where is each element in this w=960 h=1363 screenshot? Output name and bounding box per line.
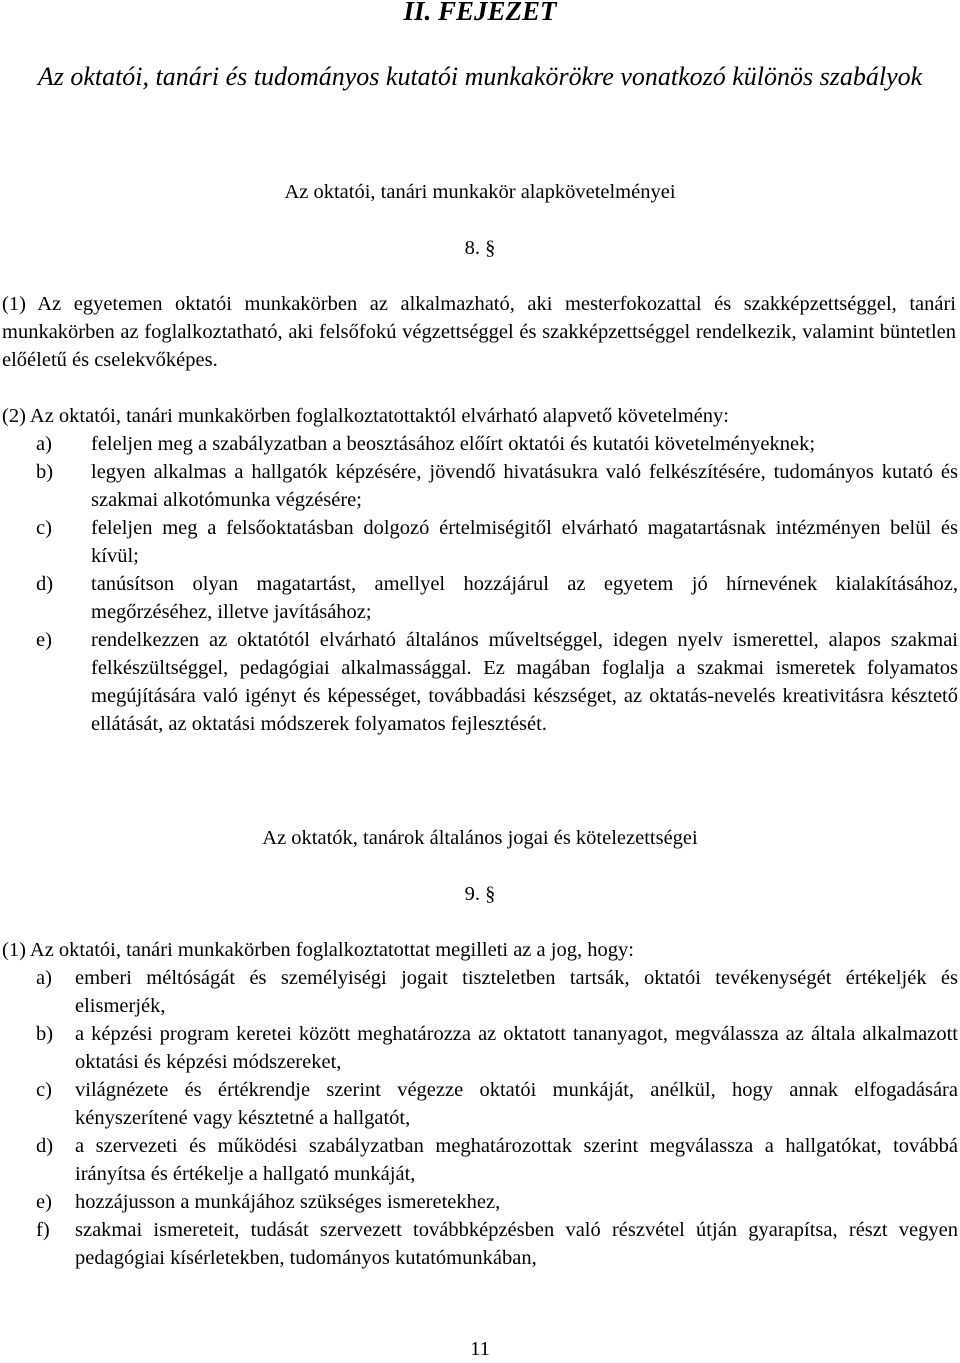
list-marker: b) xyxy=(36,461,54,483)
list-item xyxy=(0,626,958,738)
section-9-number: 9. § xyxy=(464,883,496,905)
list-item xyxy=(0,964,958,1020)
list-item-text: legyen alkalmas a hallgatók képzésére, jövendő hivatásukra való felkészítésére, tudományos kutató és szakmai alkotómunka végzésére; xyxy=(91,461,958,511)
list-item xyxy=(0,570,958,626)
page-number: 11 xyxy=(470,1338,490,1360)
section-9-rights-list xyxy=(0,964,958,1272)
list-item-text: a szervezeti és működési szabályzatban meghatározottak szerint megválassza a hallgatókat, továbbá irányítsa és értékelje a hallgató munkáját, xyxy=(75,1135,958,1185)
list-item xyxy=(0,458,958,514)
list-item-text: emberi méltóságát és személyiségi jogait tiszteletben tartsák, oktatói tevékenységét értékeljék és elismerjék, xyxy=(75,967,958,1017)
section-8-number: 8. § xyxy=(464,237,496,259)
list-item xyxy=(0,1188,958,1216)
list-item xyxy=(0,1076,958,1132)
list-marker: b) xyxy=(36,1023,54,1045)
list-item xyxy=(0,1216,958,1272)
list-marker: f) xyxy=(36,1219,50,1241)
list-marker: c) xyxy=(36,1079,52,1101)
list-item-text: feleljen meg a felsőoktatásban dolgozó értelmiségitől elvárható magatartásnak intézményen belül és kívül; xyxy=(91,517,958,567)
section-9-heading: Az oktatók, tanárok általános jogai és kötelezettségei xyxy=(262,827,698,849)
list-marker: e) xyxy=(36,629,52,651)
list-item xyxy=(0,1020,958,1076)
list-marker: a) xyxy=(36,967,52,989)
list-item xyxy=(0,514,958,570)
section-8-requirements-list xyxy=(0,430,958,738)
list-item-text: világnézete és értékrendje szerint végezze oktatói munkáját, anélkül, hogy annak elfogadására kényszerítené vagy késztetné a hallgatót, xyxy=(75,1079,958,1129)
chapter-subtitle: Az oktatói, tanári és tudományos kutatói munkakörökre vonatkozó különös szabályok xyxy=(37,62,923,91)
section-8-paragraph-2-intro: (2) Az oktatói, tanári munkakörben foglalkoztatottaktól elvárható alapvető követelmény: xyxy=(2,405,729,427)
list-item-text: a képzési program keretei között meghatározza az oktatott tananyagot, megválassza az általa alkalmazott oktatási és képzési módszereket, xyxy=(75,1023,958,1073)
list-marker: d) xyxy=(36,1135,54,1157)
list-item-text: rendelkezzen az oktatótól elvárható általános műveltséggel, idegen nyelv ismerettel, alapos szakmai felkészültséggel, pedagógiai alkalmassággal. Ez magában foglalja a szakmai ismeretek folyamatos megújítására való igényt és képességet, továbbadási készséget, az oktatás-nevelés kreativitásra késztető ellátását, az oktatási módszerek folyamatos fejlesztését. xyxy=(91,629,958,735)
list-item xyxy=(0,430,958,458)
list-marker: a) xyxy=(36,433,52,455)
list-item xyxy=(0,1132,958,1188)
list-marker: c) xyxy=(36,517,52,539)
list-item-text: tanúsítson olyan magatartást, amellyel hozzájárul az egyetem jó hírnevének kialakításához, megőrzéséhez, illetve javításához; xyxy=(91,573,958,623)
section-8-heading: Az oktatói, tanári munkakör alapkövetelményei xyxy=(284,181,676,203)
section-8-paragraph-1: (1) Az egyetemen oktatói munkakörben az alkalmazható, aki mesterfokozattal és szakképzettséggel, tanári munkakörben az foglalkoztatható, aki felsőfokú végzettséggel és szakképzettséggel rendelkezik, valamint büntetlen előéletű és cselekvőképes. xyxy=(2,293,956,371)
list-item-text: szakmai ismereteit, tudását szervezett továbbképzésben való részvétel útján gyarapítsa, részt vegyen pedagógiai kísérletekben, tudományos kutatómunkában, xyxy=(75,1219,958,1269)
list-item-text: feleljen meg a szabályzatban a beosztásához előírt oktatói és kutatói követelményeknek; xyxy=(91,433,816,455)
list-item-text: hozzájusson a munkájához szükséges ismeretekhez, xyxy=(75,1191,501,1213)
section-9-paragraph-1-intro: (1) Az oktatói, tanári munkakörben foglalkoztatottat megilleti az a jog, hogy: xyxy=(2,939,634,961)
chapter-title: II. FEJEZET xyxy=(403,0,557,26)
list-marker: d) xyxy=(36,573,54,595)
list-marker: e) xyxy=(36,1191,52,1213)
